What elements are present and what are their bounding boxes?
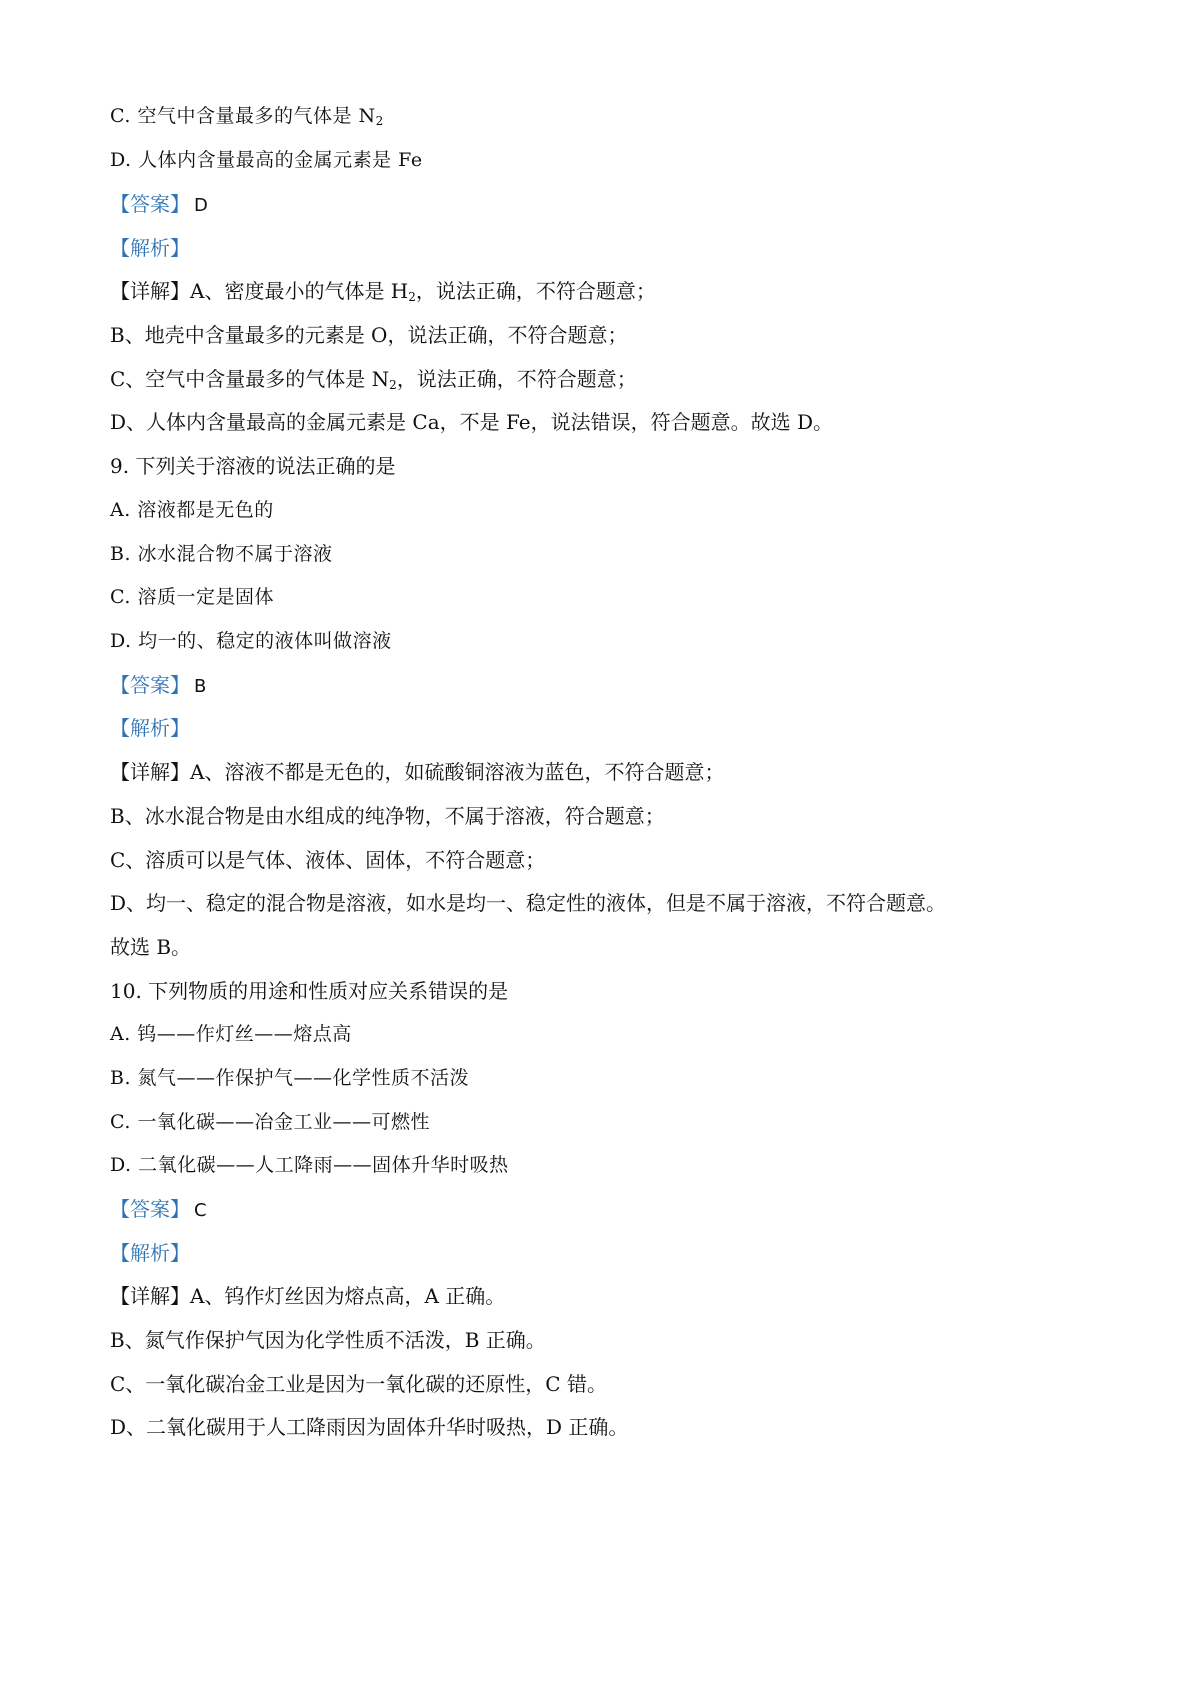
answer-value: B [194,676,207,697]
answer-tag: 【答案】 [110,192,190,216]
answer-value: D [194,195,208,216]
q10-option-d: D. 二氧化碳——人工降雨——固体升华时吸热 [110,1154,509,1176]
q10-analysis-tag: 【解析】 [110,1241,190,1265]
q9-analysis-tag: 【解析】 [110,716,190,740]
q9-answer [110,672,206,700]
q9-detail-b: B、冰水混合物是由水组成的纯净物，不属于溶液，符合题意； [110,804,665,828]
q10-option-b: B. 氮气——作保护气——化学性质不活泼 [110,1067,470,1089]
q8-option-d: D. 人体内含量最高的金属元素是 Fe [110,149,423,171]
q8-detail-c-post: ，说法正确，不符合题意； [396,367,637,391]
q9-option-c: C. 溶质一定是固体 [110,586,274,608]
q8-detail-c [110,366,637,398]
q8-option-c [110,103,384,134]
q10-detail-a: 【详解】A、钨作灯丝因为熔点高，A 正确。 [110,1284,506,1308]
q9-option-b: B. 冰水混合物不属于溶液 [110,543,333,565]
answer-value: C [194,1200,207,1221]
q9-conclusion: 故选 B。 [110,935,192,959]
q9-option-d: D. 均一的、稳定的液体叫做溶液 [110,630,392,652]
q10-option-c: C. 一氧化碳——冶金工业——可燃性 [110,1111,430,1133]
q8-option-c-subscript: 2 [375,114,384,128]
q8-detail-d: D、人体内含量最高的金属元素是 Ca，不是 Fe，说法错误，符合题意。故选 D。 [110,410,833,434]
q10-answer [110,1196,207,1224]
q10-detail-c: C、一氧化碳冶金工业是因为一氧化碳的还原性，C 错。 [110,1372,607,1396]
q10-detail-d: D、二氧化碳用于人工降雨因为固体升华时吸热，D 正确。 [110,1415,629,1439]
q8-detail-a-pre: 【详解】A、密度最小的气体是 H [110,279,409,303]
q8-detail-c-subscript: 2 [389,378,397,392]
q10-stem: 10. 下列物质的用途和性质对应关系错误的是 [110,979,509,1003]
q10-option-a: A. 钨——作灯丝——熔点高 [110,1023,352,1045]
q8-detail-c-pre: C、空气中含量最多的气体是 N [110,367,390,391]
q8-option-c-text: C. 空气中含量最多的气体是 N [110,105,376,127]
answer-tag: 【答案】 [110,673,190,697]
q8-detail-b: B、地壳中含量最多的元素是 O，说法正确，不符合题意； [110,323,628,347]
answer-tag: 【答案】 [110,1197,190,1221]
q9-option-a: A. 溶液都是无色的 [110,499,274,521]
q8-answer [110,191,208,219]
q9-detail-c: C、溶质可以是气体、液体、固体，不符合题意； [110,848,546,872]
q8-detail-a [110,278,656,310]
q8-detail-a-subscript: 2 [408,290,416,304]
q9-detail-a: 【详解】A、溶液不都是无色的，如硫酸铜溶液为蓝色，不符合题意； [110,760,725,784]
q8-analysis-tag: 【解析】 [110,236,190,260]
q9-detail-d: D、均一、稳定的混合物是溶液，如水是均一、稳定性的液体，但是不属于溶液，不符合题意。 [110,891,947,915]
q9-stem: 9. 下列关于溶液的说法正确的是 [110,454,396,478]
q10-detail-b: B、氮气作保护气因为化学性质不活泼，B 正确。 [110,1328,546,1352]
q8-detail-a-post: ，说法正确，不符合题意； [415,279,656,303]
